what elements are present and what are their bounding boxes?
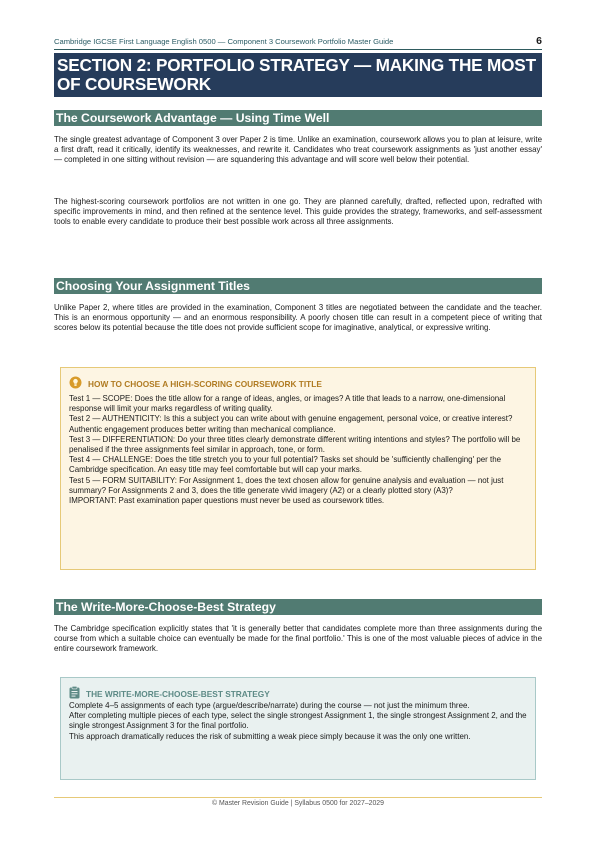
strategy-box xyxy=(60,677,536,780)
tip-line: IMPORTANT: Past examination paper questions must never be used as coursework titles. xyxy=(69,496,385,506)
tip-line: Test 5 — FORM SUITABILITY: For Assignment 1, does the text chosen allow for genuine analysis and evaluation — not just summary? For Assignments 2 and 3, does the title generate vivid imagery (A2) or a clearly plotted story (A3)? xyxy=(69,475,504,495)
tip-line: Test 4 — CHALLENGE: Does the title stretch you to your full potential? Tasks set should be 'sufficiently challenging' per the Cambridge specification. An easy title may feel comfortable but will cap your marks. xyxy=(69,455,502,475)
header-title: Cambridge IGCSE First Language English 0500 — Component 3 Coursework Portfolio Master Guide xyxy=(54,37,394,46)
section-title: SECTION 2: PORTFOLIO STRATEGY — MAKING THE MOST OF COURSEWORK xyxy=(57,55,536,94)
paragraph-strategy: The Cambridge specification explicitly states that 'it is generally better that candidates complete more than three assignments during the course from which a suitable choice can eventually be made for the final portfolio.' This is one of the most valuable pieces of advice in the entire coursework framework. xyxy=(54,624,542,654)
footer: © Master Revision Guide | Syllabus 0500 for 2027–2029 xyxy=(54,797,542,807)
page-number: 6 xyxy=(536,35,542,47)
strategy-box-body xyxy=(69,701,527,742)
lightbulb-icon xyxy=(69,376,82,391)
strategy-line: Complete 4–5 assignments of each type (argue/describe/narrate) during the course — not just the minimum three. xyxy=(69,701,470,710)
tip-line: Test 3 — DIFFERENTIATION: Do your three titles clearly demonstrate different writing intentions and styles? The portfolio will be penalised if the three assignments feel similar in approach, tone, or form. xyxy=(69,434,521,455)
section-banner xyxy=(54,53,542,97)
title-tips-body xyxy=(69,394,527,506)
heading-write-more-choose-best: The Write-More-Choose-Best Strategy xyxy=(54,599,542,615)
heading-choosing-titles: Choosing Your Assignment Titles xyxy=(54,278,542,294)
paragraph-advantage-2: The highest-scoring coursework portfolios are not written in one go. They are planned carefully, drafted, reflected upon, redrafted with specific improvements in mind, and then refined at the sentence level. This guide provides the strategy, frameworks, and self-assessment tools to enable every candidate to produce their best possible work across all three assignments. xyxy=(54,197,542,227)
paragraph-advantage-1: The single greatest advantage of Component 3 over Paper 2 is time. Unlike an examination, coursework allows you to plan at leisure, write a first draft, read it critically, identify its weaknesses, and rewrite it. Candidates who treat coursework assignments as 'just another essay' — completed in one sitting without revision — are squandering this advantage and will score well below their potential. xyxy=(54,135,542,165)
strategy-line: This approach dramatically reduces the risk of submitting a weak piece simply because it was the only one written. xyxy=(69,731,471,741)
page xyxy=(54,0,542,842)
clipboard-icon xyxy=(69,686,80,701)
running-header xyxy=(54,37,542,50)
title-tips-box xyxy=(60,367,536,570)
tip-line: Test 2 — AUTHENTICITY: Is this a subject you can write about with genuine engagement, personal voice, or creative interest? Authentic engagement produces better writing than mechanical compliance. xyxy=(69,414,513,434)
title-tips-title: HOW TO CHOOSE A HIGH-SCORING COURSEWORK TITLE xyxy=(88,378,322,389)
title-tips-heading xyxy=(69,376,322,391)
heading-coursework-advantage: The Coursework Advantage — Using Time Well xyxy=(54,110,542,126)
strategy-line: After completing multiple pieces of each type, select the single strongest Assignment 1, the single strongest Assignment 2, and the single strongest Assignment 3 for the final portfolio. xyxy=(69,711,527,731)
paragraph-choosing-titles: Unlike Paper 2, where titles are provided in the examination, Component 3 titles are negotiated between the candidate and the teacher. This is an enormous opportunity — and an enormous responsibility. A poorly chosen title can result in a competent piece of writing that scores below its potential because the title does not provide sufficient scope for imaginative, analytical, or expressive writing. xyxy=(54,303,542,333)
strategy-box-heading xyxy=(69,686,270,701)
tip-line: Test 1 — SCOPE: Does the title allow for a range of ideas, angles, or images? A title that leads to a narrow, one-dimensional response will limit your marks regardless of writing quality. xyxy=(69,394,506,414)
strategy-box-title: THE WRITE-MORE-CHOOSE-BEST STRATEGY xyxy=(86,688,270,699)
